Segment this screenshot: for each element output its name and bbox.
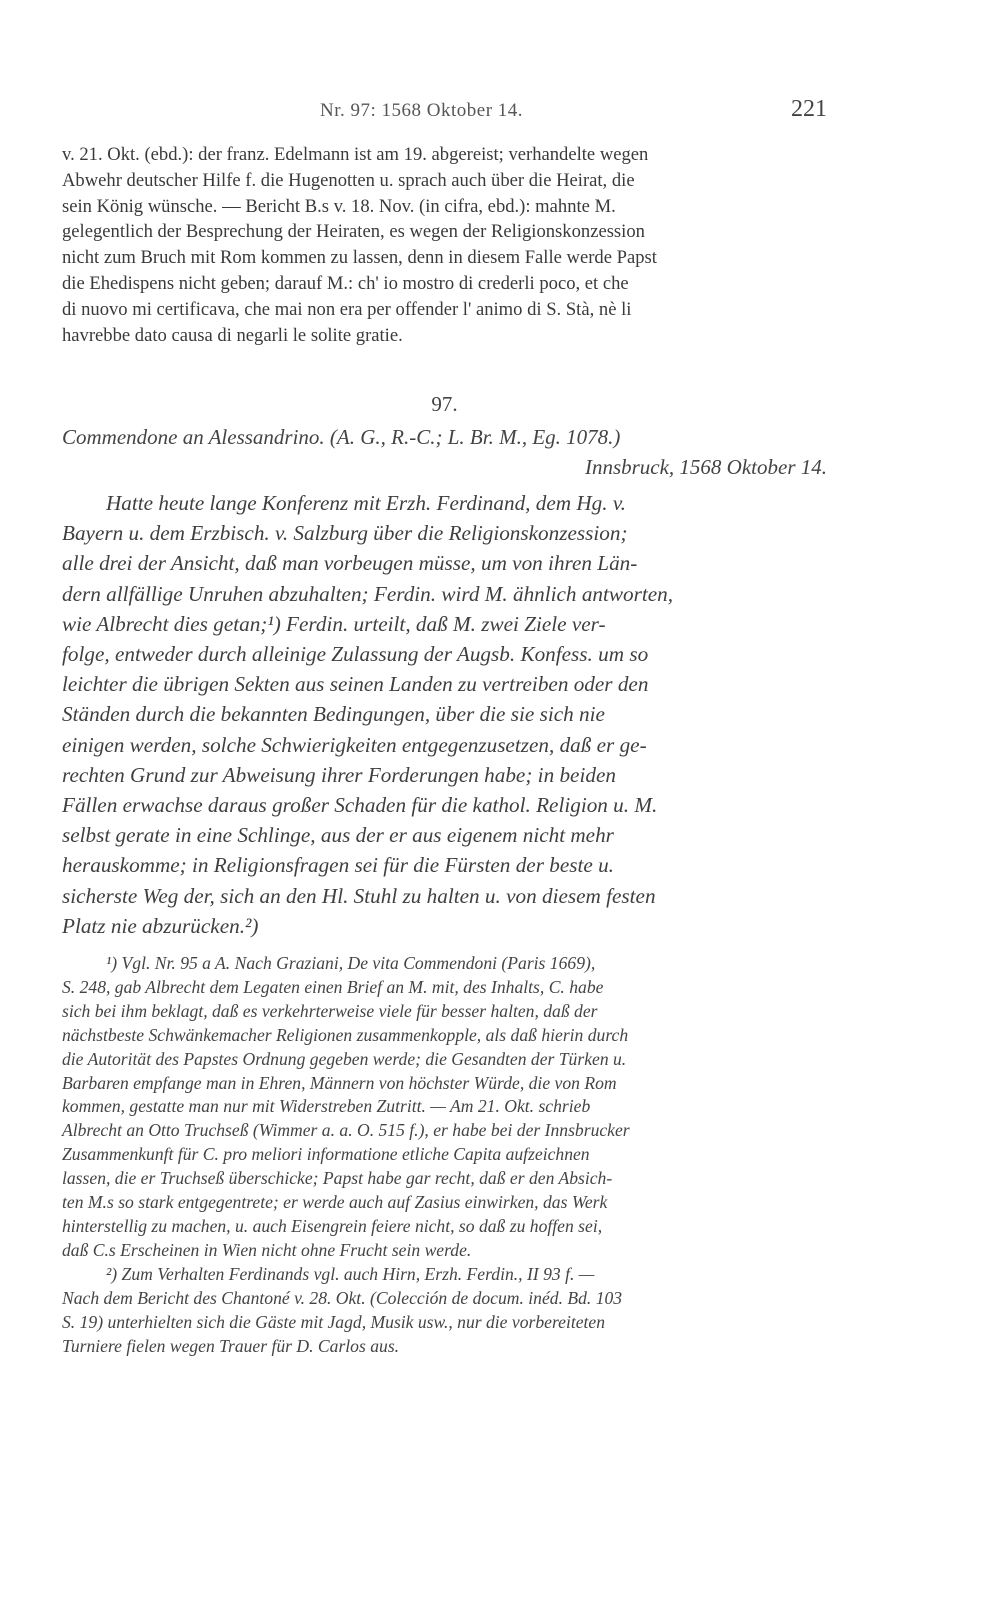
text-line: leichter die übrigen Sekten aus seinen Landen zu vertreiben oder den bbox=[62, 672, 649, 697]
footnote-line: Turniere fielen wegen Trauer für D. Carlos aus. bbox=[62, 1335, 400, 1356]
text-line: folge, entweder durch alleinige Zulassung der Augsb. Konfess. um so bbox=[62, 642, 649, 667]
footnote-line: kommen, gestatte man nur mit Widerstreben Zutritt. — Am 21. Okt. schrieb bbox=[62, 1096, 591, 1117]
text-line: havrebbe dato causa di negarli le solite gratie. bbox=[62, 324, 403, 346]
document-summary bbox=[62, 488, 827, 941]
text-line: v. 21. Okt. (ebd.): der franz. Edelmann ist am 19. abgereist; verhandelte wegen bbox=[62, 144, 649, 165]
text-line: dern allfällige Unruhen abzuhalten; Ferdin. wird M. ähnlich antworten, bbox=[62, 581, 674, 606]
text-line: Bayern u. dem Erzbisch. v. Salzburg über die Religionskonzession; bbox=[62, 521, 628, 546]
text-line: selbst gerate in eine Schlinge, aus der er aus eigenem nicht mehr bbox=[62, 823, 614, 848]
text-line: einigen werden, solche Schwierigkeiten entgegenzusetzen, daß er ge- bbox=[62, 732, 647, 757]
text-line: die Ehedispens nicht geben; darauf M.: ch' io mostro di crederli poco, et che bbox=[62, 272, 629, 294]
footnote-line: S. 248, gab Albrecht dem Legaten einen Brief an M. mit, des Inhalts, C. habe bbox=[62, 976, 604, 997]
text-line: sein König wünsche. — Bericht B.s v. 18. Nov. (in cifra, ebd.): mahnte M. bbox=[62, 195, 616, 217]
footnote-line: hinterstellig zu machen, u. auch Eisengrein feiere nicht, so daß zu hoffen sei, bbox=[62, 1215, 603, 1236]
footnote-line: Albrecht an Otto Truchseß (Wimmer a. a. O. 515 f.), er habe bei der Innsbrucker bbox=[62, 1120, 630, 1141]
footnote-line: ¹) Vgl. Nr. 95 a A. Nach Graziani, De vita Commendoni (Paris 1669), bbox=[106, 953, 596, 973]
text-line: herauskomme; in Religionsfragen sei für die Fürsten der beste u. bbox=[62, 853, 614, 878]
previous-entry-continuation bbox=[62, 142, 827, 348]
footnote-line: die Autorität des Papstes Ordnung gegeben werde; die Gesandten der Türken u. bbox=[62, 1048, 627, 1069]
document-title: Commendone an Alessandrino. (A. G., R.-C.; L. Br. M., Eg. 1078.) bbox=[62, 425, 621, 449]
document-place-date: Innsbruck, 1568 Oktober 14. bbox=[584, 455, 827, 479]
text-line: Fällen erwachse daraus großer Schaden für die kathol. Religion u. M. bbox=[62, 793, 658, 818]
text-line: alle drei der Ansicht, daß man vorbeugen müsse, um von ihren Län- bbox=[62, 551, 638, 576]
text-line: Ständen durch die bekannten Bedingungen, über die sie sich nie bbox=[62, 702, 605, 727]
running-head: Nr. 97: 1568 Oktober 14. bbox=[320, 100, 524, 121]
text-line: rechten Grund zur Abweisung ihrer Forderungen habe; in beiden bbox=[62, 762, 616, 787]
document-number: 97. bbox=[431, 392, 458, 416]
text-line: Abwehr deutscher Hilfe f. die Hugenotten u. sprach auch über die Heirat, die bbox=[62, 169, 635, 191]
footnote-line: lassen, die er Truchseß überschicke; Papst habe gar recht, daß er den Absich- bbox=[62, 1168, 613, 1189]
footnotes bbox=[62, 952, 827, 1358]
text-line: Platz nie abzurücken.²) bbox=[62, 913, 259, 938]
text-line: wie Albrecht dies getan;¹) Ferdin. urteilt, daß M. zwei Ziele ver- bbox=[62, 611, 606, 636]
text-line: di nuovo mi certificava, che mai non era per offender l' animo di S. Stà, nè li bbox=[62, 298, 632, 320]
footnote-line: Zusammenkunft für C. pro meliori informatione etliche Capita aufzeichnen bbox=[62, 1144, 590, 1165]
footnote-line: ten M.s so stark entgegentrete; er werde auch auf Zasius einwirken, das Werk bbox=[62, 1192, 608, 1213]
footnote-line: Barbaren empfange man in Ehren, Männern von höchster Würde, die von Rom bbox=[62, 1072, 617, 1093]
page-number: 221 bbox=[791, 96, 827, 122]
text-line: gelegentlich der Besprechung der Heiraten, es wegen der Religionskonzession bbox=[62, 221, 645, 243]
footnote-line: ²) Zum Verhalten Ferdinands vgl. auch Hirn, Erzh. Ferdin., II 93 f. — bbox=[106, 1263, 595, 1284]
text-line: sicherste Weg der, sich an den Hl. Stuhl zu halten u. von diesem festen bbox=[62, 883, 656, 908]
footnote-line: daß C.s Erscheinen in Wien nicht ohne Frucht sein werde. bbox=[62, 1239, 472, 1260]
footnote-line: S. 19) unterhielten sich die Gäste mit Jagd, Musik usw., nur die vorbereiteten bbox=[62, 1311, 606, 1332]
footnote-line: sich bei ihm beklagt, daß es verkehrterweise viele für besser halten, daß der bbox=[62, 1000, 598, 1021]
text-line: Hatte heute lange Konferenz mit Erzh. Ferdinand, dem Hg. v. bbox=[106, 491, 626, 515]
text-line: nicht zum Bruch mit Rom kommen zu lassen, denn in diesem Falle werde Papst bbox=[62, 247, 657, 269]
page-header bbox=[62, 96, 827, 126]
footnote-line: Nach dem Bericht des Chantoné v. 28. Okt. (Colección de docum. inéd. Bd. 103 bbox=[62, 1287, 623, 1308]
footnote-line: nächstbeste Schwänkemacher Religionen zusammenkopple, als daß hierin durch bbox=[62, 1024, 629, 1045]
